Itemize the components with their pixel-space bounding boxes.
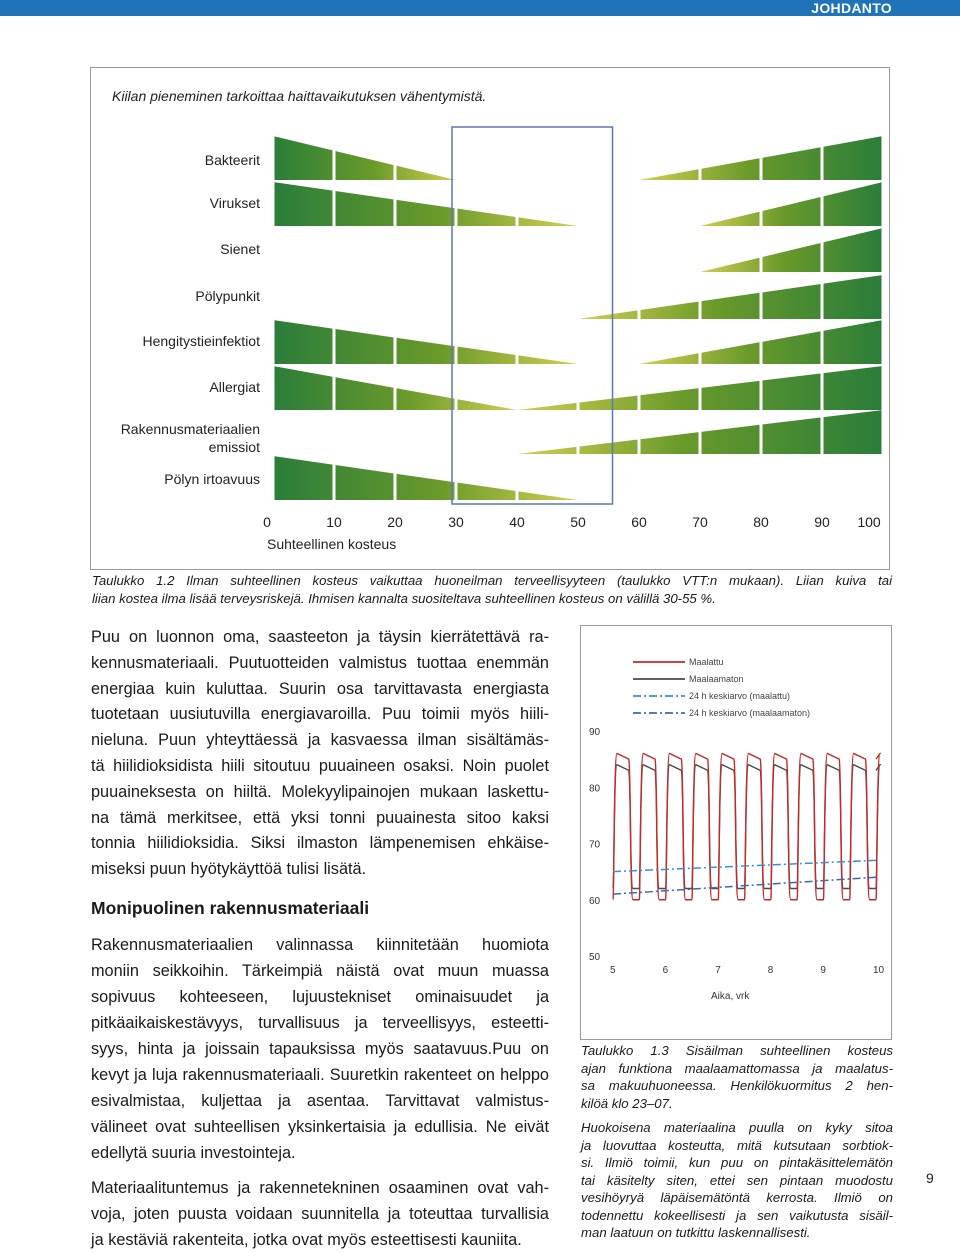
x-axis-title: Suhteellinen kosteus	[267, 536, 397, 552]
caption-line: liian kostea ilma lisää terveysriskejä. Ihmisen kannalta suositeltava suhteellinen kosteus on välillä 30-55 %.	[92, 591, 716, 606]
figure-intro: Kiilan pieneminen tarkoittaa haittavaikutuksen vähentymistä.	[112, 88, 487, 104]
body-line: Rakennusmateriaalien valinnassa kiinnitetään huomiota	[91, 936, 549, 954]
note-line: tai käsitelty siten, ettei sen pintaan muodostu	[581, 1172, 893, 1188]
x-tick-label: 80	[753, 514, 769, 530]
caption-line: sa makuuhuoneessa. Henkilökuormitus 2 hen-	[581, 1078, 893, 1093]
body-line: na tämä merkitsee, että yksi tonni puuainesta sitoo kaksi	[91, 808, 549, 827]
wedge-left	[273, 182, 578, 226]
caption-line: Taulukko 1.3 Sisäilman suhteellinen kosteus	[581, 1043, 893, 1058]
category-label: Pölypunkit	[195, 288, 260, 304]
x-tick-label: 100	[857, 514, 881, 530]
body-line: energiaa kuin kuluttaa. Suurin osa tarvittavasta energiasta	[91, 679, 549, 698]
y-tick-label: 50	[589, 952, 601, 963]
body-line: edellytä suuria investointeja.	[91, 1144, 296, 1162]
x-tick-label: 9	[820, 965, 826, 976]
y-tick-label: 80	[589, 783, 601, 795]
section-heading: Monipuolinen rakennusmateriaali	[91, 898, 370, 918]
category-label: Virukset	[209, 195, 260, 211]
caption-line: ajan funktiona maalaamattomassa ja maalatus-	[581, 1060, 893, 1076]
body-line: tonnia hiilidioksidia. Siksi ilmaston lämpenemisen ehkäise-	[91, 834, 549, 853]
y-tick-label: 70	[589, 839, 601, 851]
note-line: Huokoisena materiaalina puulla on kyky sitoa	[581, 1120, 893, 1135]
category-label: Allergiat	[209, 379, 260, 395]
note-line: ja luovuttaa kosteutta, mitä kutsutaan sorbtiok-	[581, 1137, 893, 1153]
section-title: JOHDANTO	[811, 0, 892, 16]
wedge-right	[578, 275, 883, 319]
body-line: nieluna. Puun yhteyttäessä ja kasvaessa ilman sisältämäs-	[91, 731, 549, 750]
category-label: Bakteerit	[204, 152, 260, 168]
note-line: vesihöyryä läpäisemätöntä kerrosta. Ilmiö on	[581, 1190, 893, 1205]
x-tick-label: 8	[767, 965, 774, 976]
x-tick-label: 0	[263, 514, 271, 530]
wedge-left	[273, 136, 456, 180]
category-label: Rakennusmateriaalien	[120, 421, 260, 437]
x-tick-label: 10	[326, 514, 342, 530]
body-line: esivalmistaa, kuljettaa ja asentaa. Tarvittavat valmistus-	[91, 1092, 549, 1110]
x-tick-label: 70	[692, 514, 708, 530]
body-line: tuotetaan uusiutuvilla energiavaroilla. Puu toimii myös hiili-	[91, 705, 549, 724]
x-tick-label: 5	[610, 965, 616, 976]
wedge-left	[273, 320, 578, 364]
body-line: tä hiilidioksidista hiili sitoutuu puuaineen osaksi. Noin puolet	[91, 757, 549, 775]
series-line-painted	[613, 754, 880, 900]
y-tick-label: 90	[589, 727, 601, 738]
category-label: Pölyn irtoavuus	[164, 471, 260, 487]
note-line: todennettu kokeellisesti ja sen vaikutusta sisäil-	[581, 1207, 893, 1223]
x-tick-label: 7	[715, 965, 721, 976]
legend-label: Maalaamaton	[689, 674, 744, 684]
body-line: ja kestäviä rakenteita, jotka ovat myös esteettisesti kauniita.	[91, 1231, 522, 1249]
note-line: si. Ilmiö toimii, kun puu on pintakäsittelemätön	[581, 1155, 893, 1170]
body-line: kennusmateriaali. Puutuotteiden valmistus tuottaa enemmän	[91, 653, 549, 672]
humidity-time-chart-frame	[580, 625, 892, 1040]
x-tick-label: 90	[814, 514, 830, 530]
category-label: Sienet	[220, 241, 260, 257]
wedge-right	[700, 228, 883, 272]
x-tick-label: 20	[387, 514, 403, 530]
body-line: pitkäaikaiskestävyys, turvallisuus ja terveellisyys, esteetti-	[91, 1014, 549, 1032]
caption-line: Taulukko 1.2 Ilman suhteellinen kosteus vaikuttaa huoneilman terveellisyyteen (taulukko VTT:n mukaan). Liian kuiva tai	[92, 573, 892, 588]
x-tick-label: 6	[662, 965, 669, 976]
body-line: Puu on luonnon oma, saasteeton ja täysin kierrätettävä ra-	[91, 628, 549, 646]
wedge-left	[273, 456, 578, 500]
body-line: voja, joten puusta voidaan suunnitella ja toteuttaa turvallisia	[91, 1205, 549, 1223]
x-tick-label: 60	[631, 514, 647, 530]
body-line: kevyt ja luja rakennusmateriaali. Suuretkin rakenteet on helppo	[91, 1066, 549, 1084]
body-line: sopivuus kohteeseen, lujuustekniset ominaisuudet ja	[91, 988, 549, 1006]
x-tick-label: 50	[570, 514, 586, 530]
category-label: emissiot	[208, 439, 260, 455]
x-axis-title: Aika, vrk	[711, 991, 750, 1002]
body-line: Materiaalituntemus ja rakennetekninen osaaminen ovat vah-	[91, 1179, 549, 1197]
legend-label: 24 h keskiarvo (maalattu)	[689, 691, 791, 701]
x-tick-label: 30	[448, 514, 464, 530]
page-number: 9	[926, 1170, 934, 1186]
x-tick-label: 40	[509, 514, 525, 530]
wedge-right	[700, 182, 883, 226]
note-line: man laatuun on tutkittu laskennallisesti.	[581, 1225, 811, 1240]
category-label: Hengitystieinfektiot	[142, 333, 260, 349]
humidity-time-chart	[581, 626, 891, 1039]
body-line: syys, hinta ja joissain tapauksissa myös saatavuus.Puu on	[91, 1040, 549, 1058]
body-line: moniin seikkoihin. Tärkeimpiä näistä ovat muun muassa	[91, 962, 549, 980]
humidity-wedge-chart	[0, 0, 960, 600]
caption-line: kilöä klo 23–07.	[581, 1095, 673, 1111]
y-tick-label: 60	[589, 895, 601, 907]
legend-label: 24 h keskiarvo (maalaamaton)	[689, 708, 811, 718]
body-line: puuaineksesta on hiiltä. Molekyylipainojen mukaan laskettu-	[91, 782, 549, 801]
body-line: välineet ovat suhteellisen yksinkertaisia ja edullisia. Ne eivät	[91, 1118, 549, 1136]
x-tick-label: 10	[873, 965, 885, 976]
body-line: miseksi puun hyötykäyttöä tulisi lisätä.	[91, 860, 367, 879]
legend-label: Maalattu	[689, 657, 724, 667]
